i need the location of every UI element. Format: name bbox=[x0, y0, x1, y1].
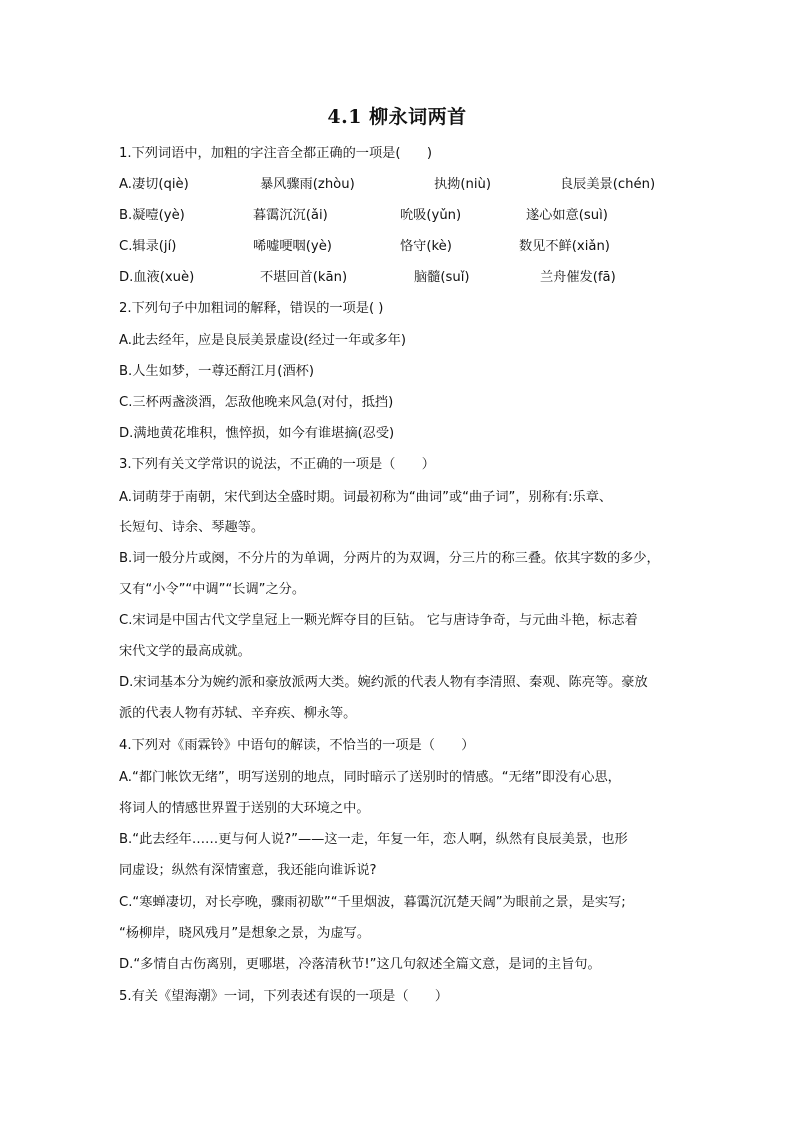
question-4-stem: 4.下列对《雨霖铃》中语句的解读，不恰当的一项是（ ） bbox=[119, 738, 475, 753]
question-1-row-d bbox=[119, 269, 679, 287]
q1-option-a4: 良辰美景(chén) bbox=[560, 177, 656, 192]
question-4-option-b-line2: 同虚设；纵然有深情蜜意，我还能向谁诉说? bbox=[119, 863, 377, 878]
question-3-option-c-line1: C.宋词是中国古代文学皇冠上一颗光辉夺目的巨钻。 它与唐诗争奇，与元曲斗艳，标志着 bbox=[119, 613, 638, 628]
q1-option-b2: 暮霭沉沉(ǎi) bbox=[253, 208, 328, 223]
question-2-stem: 2.下列句子中加粗词的解释，错误的一项是( ) bbox=[119, 301, 384, 316]
q1-option-c3: 恪守(kè) bbox=[400, 239, 452, 254]
question-3-option-b-line1: B.词一般分片或阕，不分片的为单调，分两片的为双调，分三片的称三叠。依其字数的多少， bbox=[119, 551, 660, 566]
question-1-stem: 1.下列词语中，加粗的字注音全都正确的一项是( ) bbox=[119, 146, 432, 161]
question-4-option-a-line2: 将词人的情感世界置于送别的大环境之中。 bbox=[119, 801, 370, 816]
q1-option-a3: 执拗(niù) bbox=[434, 177, 492, 192]
question-3-option-b-line2: 又有“小令”“中调”“长调”之分。 bbox=[119, 582, 306, 597]
q1-option-b4: 遂心如意(suì) bbox=[526, 208, 608, 223]
question-4-option-c-line2: “杨柳岸，晓风残月”是想象之景，为虚写。 bbox=[119, 926, 371, 941]
question-4-option-a-line1: A.“都门帐饮无绪”，明写送别的地点，同时暗示了送别时的情感。“无绪”即没有心思， bbox=[119, 770, 621, 785]
q1-option-d3: 脑髓(suǐ) bbox=[414, 270, 470, 285]
q1-option-b3: 吮吸(yǔn) bbox=[400, 208, 462, 223]
question-1-row-b bbox=[119, 207, 679, 225]
q1-option-d1: D.血液(xuè) bbox=[119, 270, 195, 285]
question-3-option-c-line2: 宋代文学的最高成就。 bbox=[119, 644, 251, 659]
question-3-option-a-line2: 长短句、诗余、琴趣等。 bbox=[119, 520, 265, 535]
question-2-option-d: D.满地黄花堆积，憔悴损，如今有谁堪摘(忍受) bbox=[119, 426, 395, 441]
q1-option-a1: A.凄切(qiè) bbox=[119, 177, 189, 192]
question-2-option-b: B.人生如梦，一尊还酹江月(酒杯) bbox=[119, 364, 314, 379]
question-5-stem: 5.有关《望海潮》一词，下列表述有误的一项是（ ） bbox=[119, 989, 449, 1004]
question-4-option-b-line1: B.“此去经年……更与何人说?”——这一走，年复一年，恋人啊，纵然有良辰美景，也形 bbox=[119, 832, 628, 847]
q1-option-d4: 兰舟催发(fā) bbox=[540, 270, 616, 285]
q1-option-d2: 不堪回首(kān) bbox=[260, 270, 348, 285]
question-3-stem: 3.下列有关文学常识的说法，不正确的一项是（ ） bbox=[119, 457, 435, 472]
question-3-option-d-line1: D.宋词基本分为婉约派和豪放派两大类。婉约派的代表人物有李清照、秦观、陈亮等。豪放 bbox=[119, 675, 648, 690]
q1-option-c2: 唏嘘哽咽(yè) bbox=[253, 239, 332, 254]
question-1-row-c bbox=[119, 238, 679, 256]
question-1-row-a bbox=[119, 176, 679, 194]
q1-option-c1: C.辑录(jí) bbox=[119, 239, 177, 254]
document-title: 4.1 柳永词两首 bbox=[327, 106, 467, 128]
q1-option-c4: 数见不鲜(xiǎn) bbox=[519, 239, 610, 254]
q1-option-a2: 暴风骤雨(zhòu) bbox=[260, 177, 355, 192]
question-2-option-a: A.此去经年，应是良辰美景虚设(经过一年或多年) bbox=[119, 333, 407, 348]
question-4-option-d: D.“多情自古伤离别，更哪堪，冷落清秋节!”这几句叙述全篇文意，是词的主旨句。 bbox=[119, 957, 601, 972]
question-3-option-d-line2: 派的代表人物有苏轼、辛弃疾、柳永等。 bbox=[119, 706, 357, 721]
q1-option-b1: B.凝噎(yè) bbox=[119, 208, 185, 223]
question-3-option-a-line1: A.词萌芽于南朝，宋代到达全盛时期。词最初称为“曲词”或“曲子词”，别称有:乐章、 bbox=[119, 490, 613, 505]
question-4-option-c-line1: C.“寒蝉凄切，对长亭晚，骤雨初歇”“千里烟波，暮霭沉沉楚天阔”为眼前之景，是实写; bbox=[119, 895, 626, 910]
question-2-option-c: C.三杯两盏淡酒，怎敌他晚来风急(对付，抵挡) bbox=[119, 395, 394, 410]
